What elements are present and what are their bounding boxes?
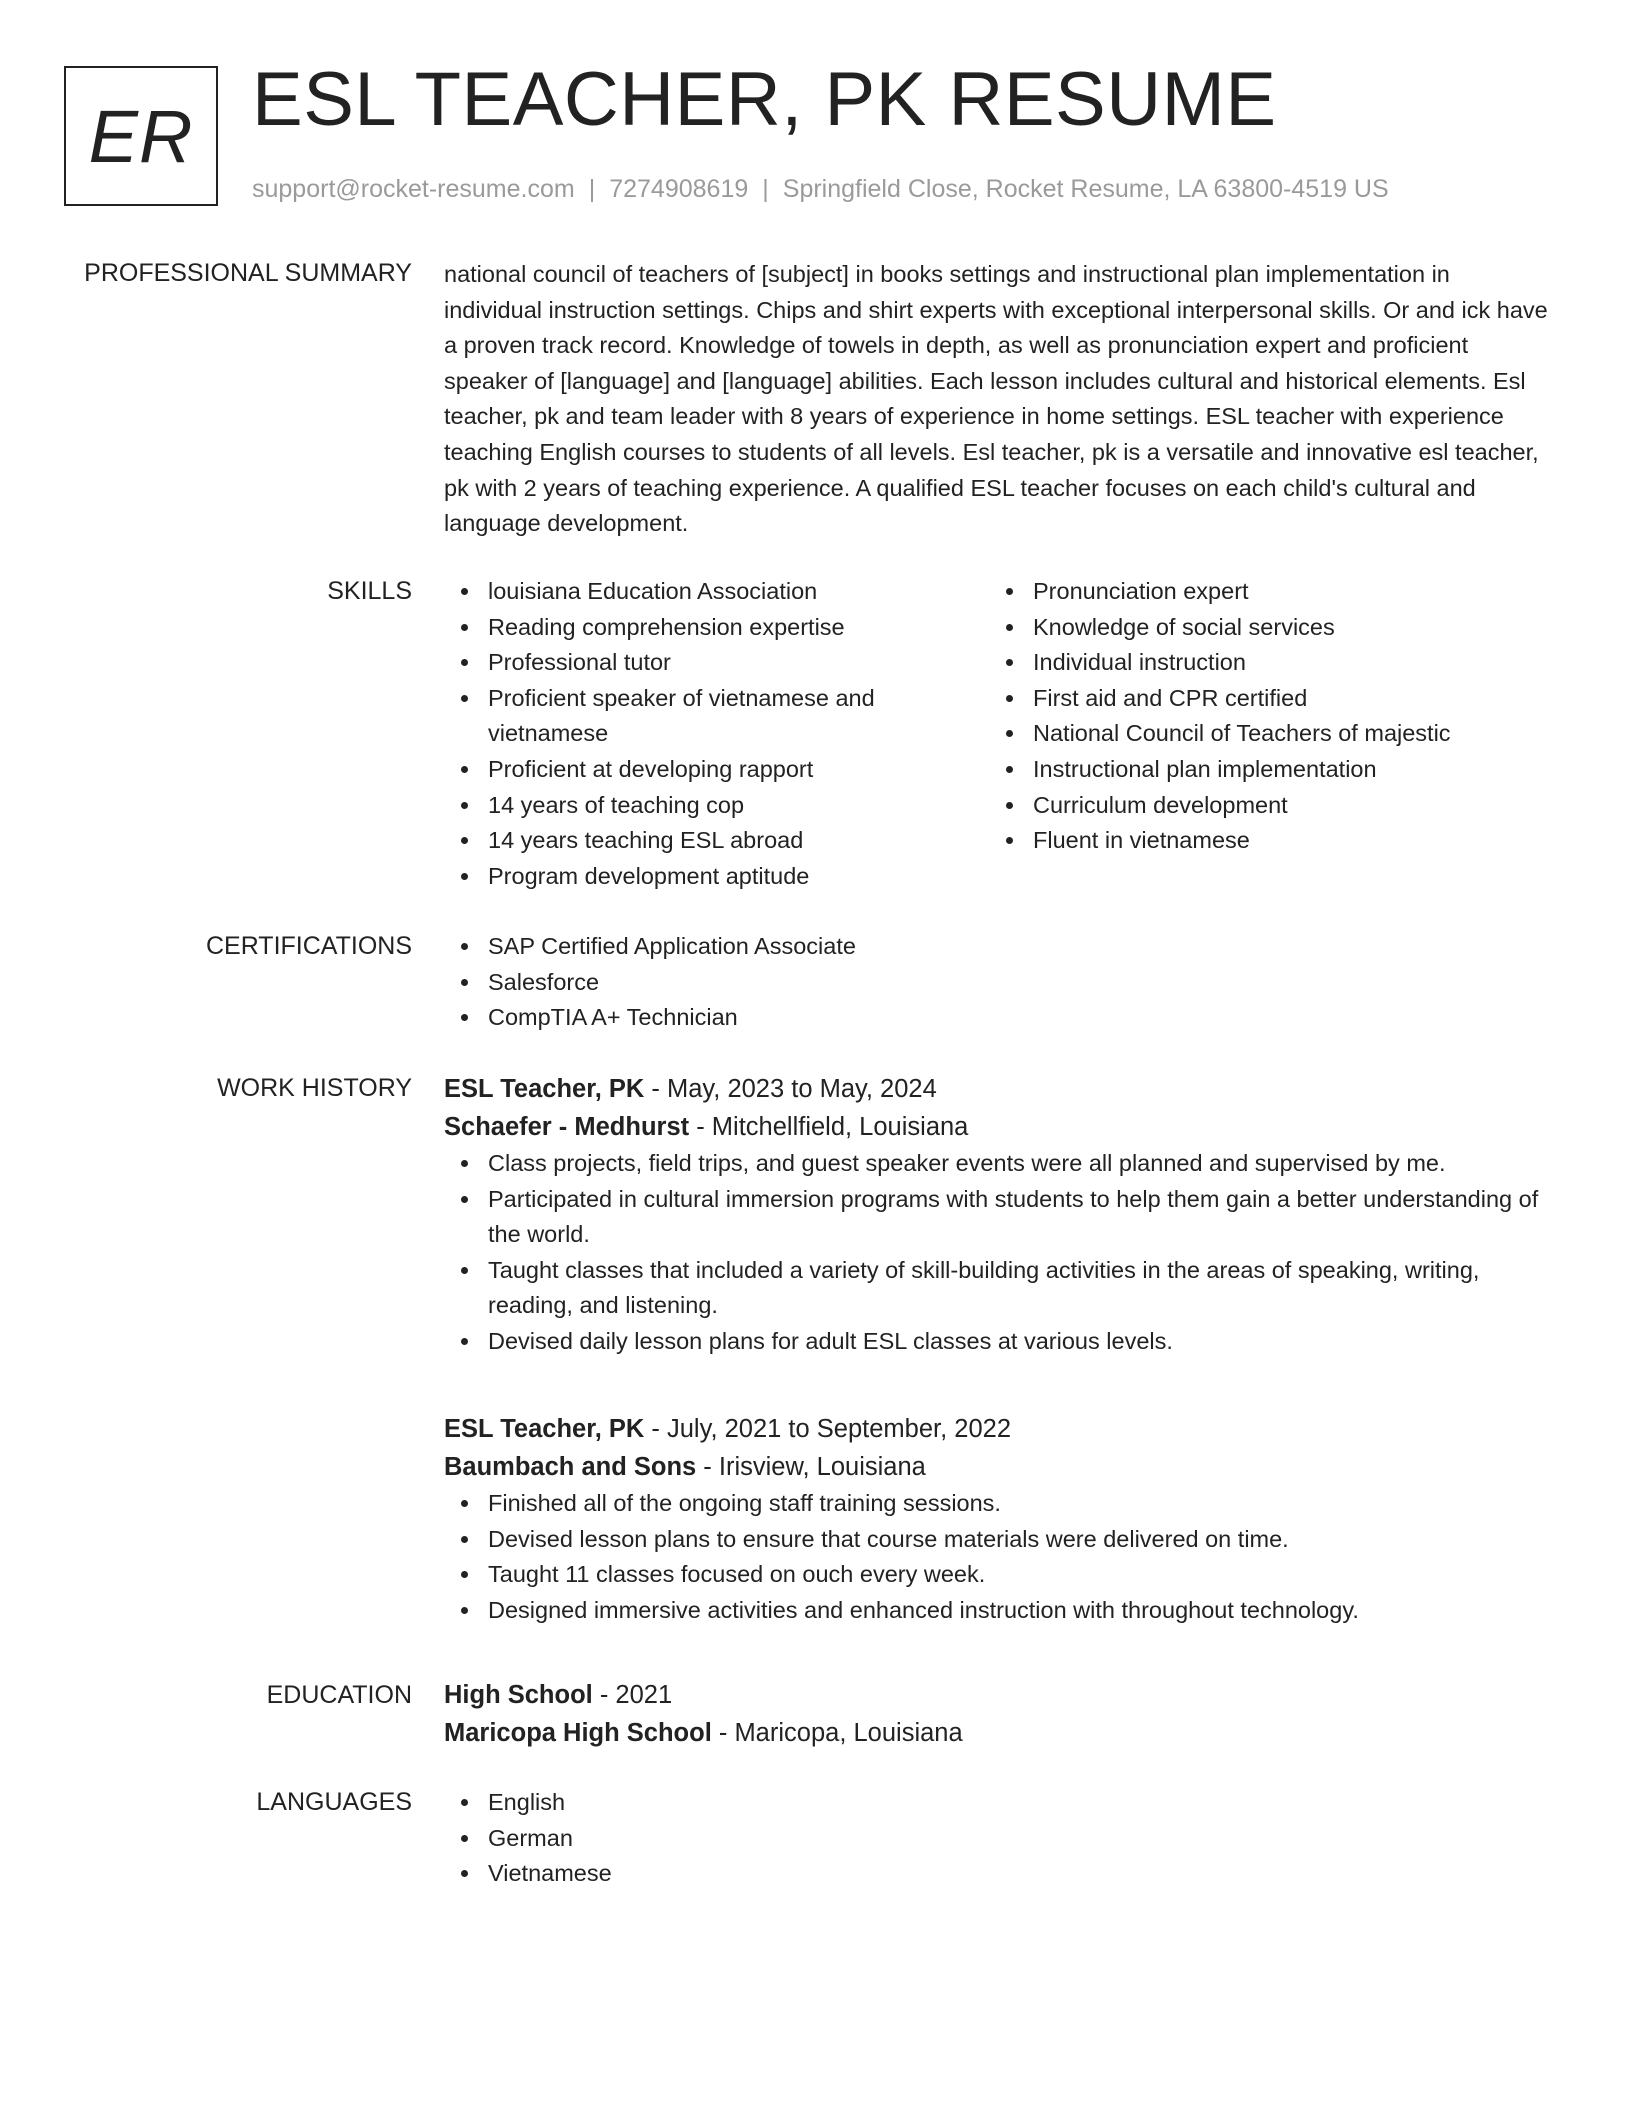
job-bullet: Finished all of the ongoing staff training sessions. <box>444 1486 1554 1522</box>
monogram-box <box>64 66 218 206</box>
certifications-section <box>444 929 1554 1036</box>
contact-separator: | <box>588 175 596 203</box>
job-title-line <box>444 1070 1554 1108</box>
education-year: - 2021 <box>592 1681 673 1709</box>
education-school-line <box>444 1714 1554 1752</box>
job-bullets <box>444 1146 1554 1360</box>
certification-item: SAP Certified Application Associate <box>444 929 1554 965</box>
job-title: ESL Teacher, PK <box>444 1415 645 1443</box>
languages-section <box>444 1785 1554 1892</box>
languages-list <box>444 1785 1554 1892</box>
skill-item: Pronunciation expert <box>989 574 1534 610</box>
job-bullet: Participated in cultural immersion programs with students to help them gain a better understanding of the world. <box>444 1182 1554 1253</box>
skill-item: Professional tutor <box>444 645 989 681</box>
skill-item: 14 years teaching ESL abroad <box>444 823 989 859</box>
education-degree: High School <box>444 1681 593 1709</box>
job-title: ESL Teacher, PK <box>444 1075 645 1103</box>
certifications-heading: CERTIFICATIONS <box>205 932 412 960</box>
job-bullet: Devised daily lesson plans for adult ESL classes at various levels. <box>444 1324 1554 1360</box>
skills-list-right <box>989 574 1534 894</box>
skill-item: Program development aptitude <box>444 859 989 895</box>
contact-phone[interactable]: 7274908619 <box>609 175 749 203</box>
language-item: Vietnamese <box>444 1856 1554 1892</box>
job-bullet: Designed immersive activities and enhanced instruction with throughout technology. <box>444 1593 1554 1629</box>
resume-title: ESL TEACHER, PK RESUME <box>252 57 1277 142</box>
languages-heading: LANGUAGES <box>256 1788 412 1816</box>
language-item: German <box>444 1821 1554 1857</box>
skill-item: Proficient at developing rapport <box>444 752 989 788</box>
contact-separator: | <box>762 175 769 203</box>
education-section <box>444 1676 1554 1752</box>
job-bullet: Class projects, field trips, and guest speaker events were all planned and supervised by me. <box>444 1146 1554 1182</box>
summary-section <box>444 257 1554 542</box>
education-school: Maricopa High School <box>444 1719 712 1747</box>
education-location: - Maricopa, Louisiana <box>711 1719 963 1747</box>
skill-item: Reading comprehension expertise <box>444 610 989 646</box>
certification-item: Salesforce <box>444 965 1554 1001</box>
skill-item: Individual instruction <box>989 645 1534 681</box>
job-dates: - July, 2021 to September, 2022 <box>644 1415 1012 1443</box>
job-company: Schaefer - Medhurst <box>444 1113 690 1141</box>
skill-item: Curriculum development <box>989 788 1534 824</box>
job-entry <box>444 1070 1554 1360</box>
job-entry <box>444 1410 1554 1628</box>
job-bullet: Devised lesson plans to ensure that course materials were delivered on time. <box>444 1522 1554 1558</box>
skills-heading: SKILLS <box>327 577 412 605</box>
job-title-line <box>444 1410 1554 1448</box>
work-history-heading: WORK HISTORY <box>217 1074 412 1102</box>
summary-text: national council of teachers of [subject] in books settings and instructional plan implementation in individual instruction settings. Chips and shirt experts with exceptional interpersonal skills. Or and ick have a proven track record. Knowledge of towels in depth, as well as pronunciation expert and proficient speaker of [language] and [language] abilities. Each lesson includes cultural and historical elements. Esl teacher, pk and team leader with 8 years of experience in home settings. ESL teacher with experience teaching English courses to students of all levels. Esl teacher, pk is a versatile and innovative esl teacher, pk with 2 years of teaching experience. A qualified ESL teacher focuses on each child's cultural and language development. <box>444 261 1548 537</box>
job-bullets <box>444 1486 1554 1628</box>
education-heading: EDUCATION <box>266 1681 412 1709</box>
job-location: - Mitchellfield, Louisiana <box>689 1113 969 1141</box>
job-company: Baumbach and Sons <box>444 1453 697 1481</box>
contact-line <box>252 172 1389 206</box>
skill-item: 14 years of teaching cop <box>444 788 989 824</box>
contact-address: Springfield Close, Rocket Resume, LA 63800-4519 US <box>782 175 1389 203</box>
certification-item: CompTIA A+ Technician <box>444 1000 1554 1036</box>
contact-email[interactable]: support@rocket-resume.com <box>252 175 575 203</box>
job-bullet: Taught classes that included a variety of skill-building activities in the areas of speaking, writing, reading, and listening. <box>444 1253 1554 1324</box>
skill-item: Proficient speaker of vietnamese and vietnamese <box>444 681 989 752</box>
job-bullet: Taught 11 classes focused on ouch every week. <box>444 1557 1554 1593</box>
job-location: - Irisview, Louisiana <box>696 1453 926 1481</box>
job-dates: - May, 2023 to May, 2024 <box>644 1075 937 1103</box>
language-item: English <box>444 1785 1554 1821</box>
skills-columns <box>444 574 1554 894</box>
skill-item: Fluent in vietnamese <box>989 823 1534 859</box>
skill-item: National Council of Teachers of majestic <box>989 716 1534 752</box>
skill-item: First aid and CPR certified <box>989 681 1534 717</box>
skills-list-left <box>444 574 989 894</box>
monogram-initials: ER <box>88 94 194 178</box>
job-company-line <box>444 1108 1554 1146</box>
education-degree-line <box>444 1676 1554 1714</box>
skills-section <box>444 574 1554 894</box>
skill-item: Knowledge of social services <box>989 610 1534 646</box>
skill-item: Instructional plan implementation <box>989 752 1534 788</box>
certifications-list <box>444 929 1554 1036</box>
job-company-line <box>444 1448 1554 1486</box>
summary-heading: PROFESSIONAL SUMMARY <box>84 259 412 287</box>
skill-item: louisiana Education Association <box>444 574 989 610</box>
